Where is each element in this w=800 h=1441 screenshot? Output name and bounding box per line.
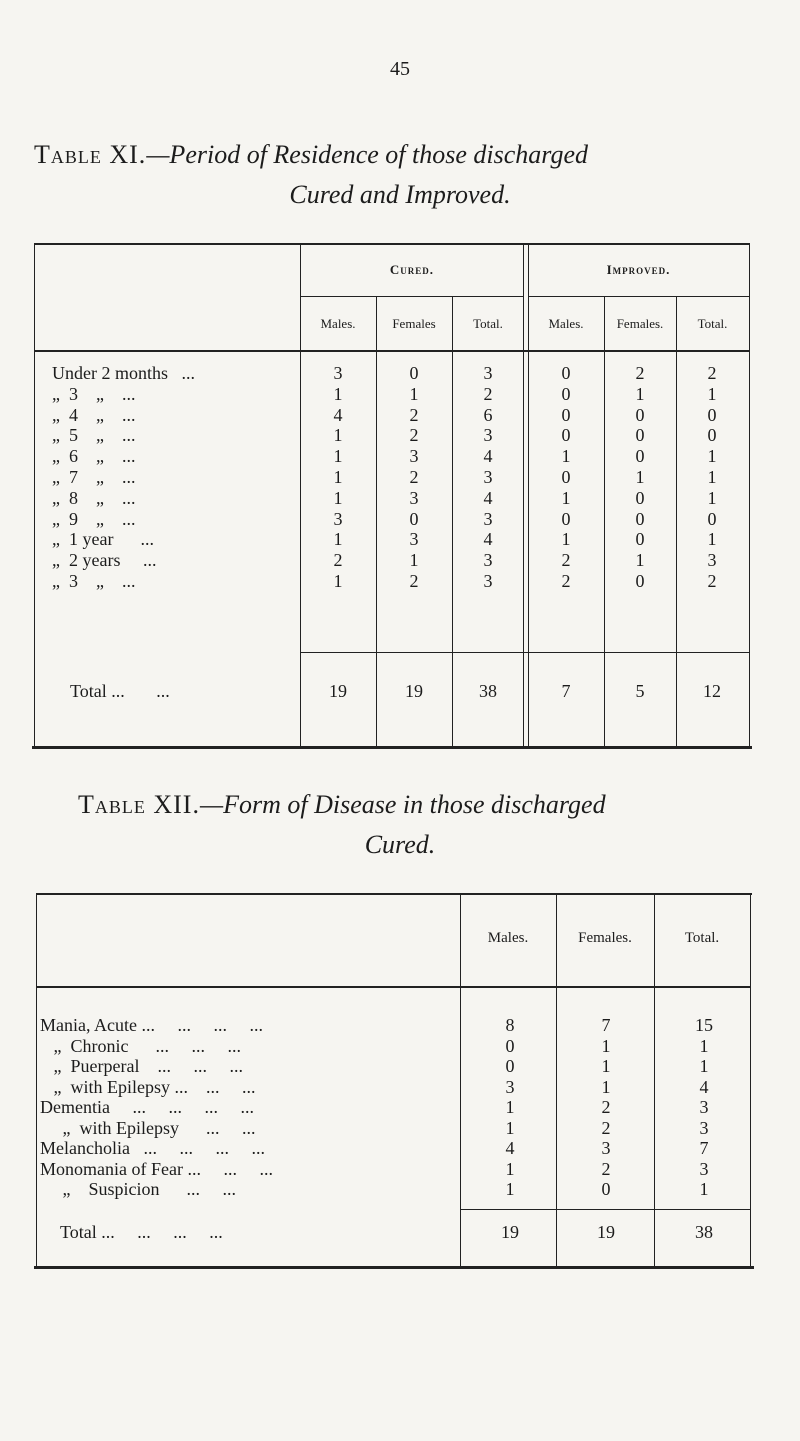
table-cell: 1 xyxy=(707,383,717,404)
total-cell: 7 xyxy=(561,681,571,701)
rule xyxy=(34,1266,754,1269)
total-cell: 12 xyxy=(703,681,721,701)
group-header-cured: Cured. xyxy=(389,262,435,277)
rule xyxy=(452,296,453,746)
row-label: Melancholia ... ... ... ... xyxy=(40,1138,265,1158)
row-label: „ with Epilepsy ... ... ... xyxy=(40,1076,256,1097)
table-cell: 2 xyxy=(601,1097,611,1117)
table-xi-title xyxy=(34,138,774,172)
page-number: 45 xyxy=(390,58,410,80)
table-xii-title-text: —Form of Disease in those discharged xyxy=(199,790,606,819)
table-cell: 2 xyxy=(707,363,717,383)
total-cell: 19 xyxy=(597,1222,615,1242)
table-cell: 1 xyxy=(635,550,645,571)
table-cell: 0 xyxy=(635,571,645,591)
row-label: „ Chronic ... ... ... xyxy=(40,1035,241,1056)
table-cell: 0 xyxy=(601,1179,611,1199)
table-cell: 2 xyxy=(601,1158,611,1179)
table-cell: 2 xyxy=(409,404,419,425)
row-label: „ 7 „ ... xyxy=(52,467,136,487)
table-cell: 1 xyxy=(409,383,419,404)
table-cell: 1 xyxy=(699,1056,709,1076)
table-cell: 1 xyxy=(333,425,343,446)
table-cell: 0 xyxy=(561,404,571,425)
table-cell: 0 xyxy=(561,425,571,446)
table-cell: 0 xyxy=(635,487,645,508)
table-cell: 1 xyxy=(333,467,343,487)
table-cell: 3 xyxy=(483,550,493,571)
col-header: Males. xyxy=(548,316,584,331)
col-header: Females. xyxy=(616,316,664,331)
table-cell: 3 xyxy=(409,529,419,550)
rule xyxy=(749,243,750,746)
row-label: „ 8 „ ... xyxy=(52,487,136,508)
rule xyxy=(528,296,749,297)
table-cell: 7 xyxy=(601,1015,611,1035)
table-cell: 3 xyxy=(333,363,343,383)
rule xyxy=(750,893,751,1266)
table-cell: 2 xyxy=(635,363,645,383)
row-label: Under 2 months ... xyxy=(52,363,195,383)
table-cell: 2 xyxy=(409,571,419,591)
table-cell: 2 xyxy=(409,425,419,446)
table-cell: 3 xyxy=(601,1138,611,1158)
table-cell: 1 xyxy=(699,1179,709,1199)
col-header: Total. xyxy=(473,316,503,331)
row-label: Monomania of Fear ... ... ... xyxy=(40,1158,273,1179)
table-cell: 1 xyxy=(601,1035,611,1056)
table-xii-title xyxy=(78,788,778,822)
table-cell: 4 xyxy=(483,446,493,467)
table-cell: 0 xyxy=(561,467,571,487)
total-label: Total ... ... ... ... xyxy=(60,1222,223,1242)
table-cell: 3 xyxy=(505,1076,515,1097)
table-cell: 0 xyxy=(505,1056,515,1076)
table-cell: 1 xyxy=(333,571,343,591)
table-cell: 2 xyxy=(561,571,571,591)
table-cell: 1 xyxy=(635,383,645,404)
table-xii-subtitle: Cured. xyxy=(364,830,436,859)
table-cell: 1 xyxy=(707,467,717,487)
table-cell: 0 xyxy=(635,508,645,529)
table-cell: 3 xyxy=(409,446,419,467)
table-cell: 0 xyxy=(409,508,419,529)
row-label: Dementia ... ... ... ... xyxy=(40,1097,254,1117)
rule xyxy=(300,652,749,653)
table-cell: 2 xyxy=(601,1117,611,1138)
table-cell: 1 xyxy=(561,529,571,550)
row-label: „ 3 „ ... xyxy=(52,383,136,404)
total-cell: 19 xyxy=(405,681,423,701)
table-cell: 1 xyxy=(707,487,717,508)
table-cell: 2 xyxy=(409,467,419,487)
row-label: „ 1 year ... xyxy=(52,529,154,550)
col-header: Females xyxy=(392,316,436,331)
row-label: „ 2 years ... xyxy=(52,550,157,571)
rule xyxy=(36,893,752,895)
table-cell: 0 xyxy=(505,1035,515,1056)
table-cell: 1 xyxy=(561,446,571,467)
rule xyxy=(460,893,461,1266)
row-label: „ 5 „ ... xyxy=(52,425,136,446)
row-label: Mania, Acute ... ... ... ... xyxy=(40,1015,263,1035)
rule xyxy=(654,893,655,1266)
table-cell: 3 xyxy=(699,1097,709,1117)
table-cell: 0 xyxy=(635,404,645,425)
rule xyxy=(36,893,37,1266)
col-header: Total. xyxy=(697,316,728,331)
group-header-improved: Improved. xyxy=(606,262,671,277)
rule xyxy=(34,350,750,352)
table-cell: 1 xyxy=(707,529,717,550)
table-cell: 3 xyxy=(483,571,493,591)
col-header: Total. xyxy=(684,930,720,946)
table-cell: 4 xyxy=(333,404,343,425)
row-label: „ 3 „ ... xyxy=(52,571,136,591)
rule xyxy=(604,296,605,746)
col-header: Females. xyxy=(578,930,632,946)
table-cell: 3 xyxy=(483,467,493,487)
table-cell: 2 xyxy=(483,383,493,404)
rule xyxy=(36,986,750,988)
rule xyxy=(376,296,377,746)
table-cell: 4 xyxy=(699,1076,709,1097)
table-cell: 1 xyxy=(333,487,343,508)
table-cell: 3 xyxy=(483,508,493,529)
table-cell: 0 xyxy=(561,363,571,383)
table-cell: 7 xyxy=(699,1138,709,1158)
table-cell: 1 xyxy=(505,1179,515,1199)
row-label: „ with Epilepsy ... ... xyxy=(40,1117,256,1138)
table-cell: 1 xyxy=(505,1097,515,1117)
total-cell: 38 xyxy=(479,681,497,701)
row-label: „ 6 „ ... xyxy=(52,446,136,467)
table-cell: 0 xyxy=(707,404,717,425)
table-cell: 1 xyxy=(699,1035,709,1056)
table-cell: 1 xyxy=(601,1056,611,1076)
table-cell: 6 xyxy=(483,404,493,425)
table-xi-title-text: —Period of Residence of those discharged xyxy=(146,140,588,169)
row-label: „ 9 „ ... xyxy=(52,508,136,529)
table-cell: 1 xyxy=(333,529,343,550)
rule xyxy=(460,1209,750,1210)
table-cell: 0 xyxy=(635,425,645,446)
table-cell: 1 xyxy=(707,446,717,467)
rule xyxy=(676,296,677,746)
table-cell: 2 xyxy=(707,571,717,591)
table-cell: 1 xyxy=(409,550,419,571)
table-cell: 4 xyxy=(483,487,493,508)
rule xyxy=(32,746,752,749)
rule xyxy=(34,243,750,245)
table-cell: 4 xyxy=(505,1138,515,1158)
table-cell: 0 xyxy=(561,383,571,404)
table-cell: 1 xyxy=(601,1076,611,1097)
total-label: Total ... ... xyxy=(70,681,170,701)
col-header: Males. xyxy=(487,930,529,946)
table-xii-number: Table XII. xyxy=(78,790,200,819)
table-cell: 3 xyxy=(707,550,717,571)
table-xi-number: Table XI. xyxy=(34,140,147,169)
table-cell: 1 xyxy=(333,383,343,404)
table-cell: 15 xyxy=(695,1015,713,1035)
rule xyxy=(300,296,524,297)
row-label: „ 4 „ ... xyxy=(52,404,136,425)
table-cell: 4 xyxy=(483,529,493,550)
table-cell: 0 xyxy=(409,363,419,383)
total-cell: 19 xyxy=(329,681,347,701)
table-cell: 0 xyxy=(707,425,717,446)
table-cell: 0 xyxy=(707,508,717,529)
table-cell: 1 xyxy=(561,487,571,508)
rule xyxy=(556,893,557,1266)
table-cell: 0 xyxy=(635,446,645,467)
table-cell: 1 xyxy=(505,1158,515,1179)
rule xyxy=(34,243,35,746)
table-cell: 0 xyxy=(561,508,571,529)
table-cell: 1 xyxy=(505,1117,515,1138)
table-cell: 3 xyxy=(483,363,493,383)
table-cell: 1 xyxy=(333,446,343,467)
total-cell: 19 xyxy=(501,1222,519,1242)
total-cell: 38 xyxy=(695,1222,713,1242)
col-header: Males. xyxy=(320,316,356,331)
table-cell: 3 xyxy=(699,1158,709,1179)
table-cell: 1 xyxy=(635,467,645,487)
table-cell: 3 xyxy=(409,487,419,508)
row-label: „ Suspicion ... ... xyxy=(40,1179,236,1199)
table-cell: 3 xyxy=(483,425,493,446)
row-label: „ Puerperal ... ... ... xyxy=(40,1056,243,1076)
table-cell: 3 xyxy=(333,508,343,529)
table-cell: 8 xyxy=(505,1015,515,1035)
table-cell: 0 xyxy=(635,529,645,550)
table-xi-subtitle: Cured and Improved. xyxy=(289,180,511,209)
total-cell: 5 xyxy=(635,681,645,701)
table-cell: 3 xyxy=(699,1117,709,1138)
table-cell: 2 xyxy=(333,550,343,571)
table-cell: 2 xyxy=(561,550,571,571)
